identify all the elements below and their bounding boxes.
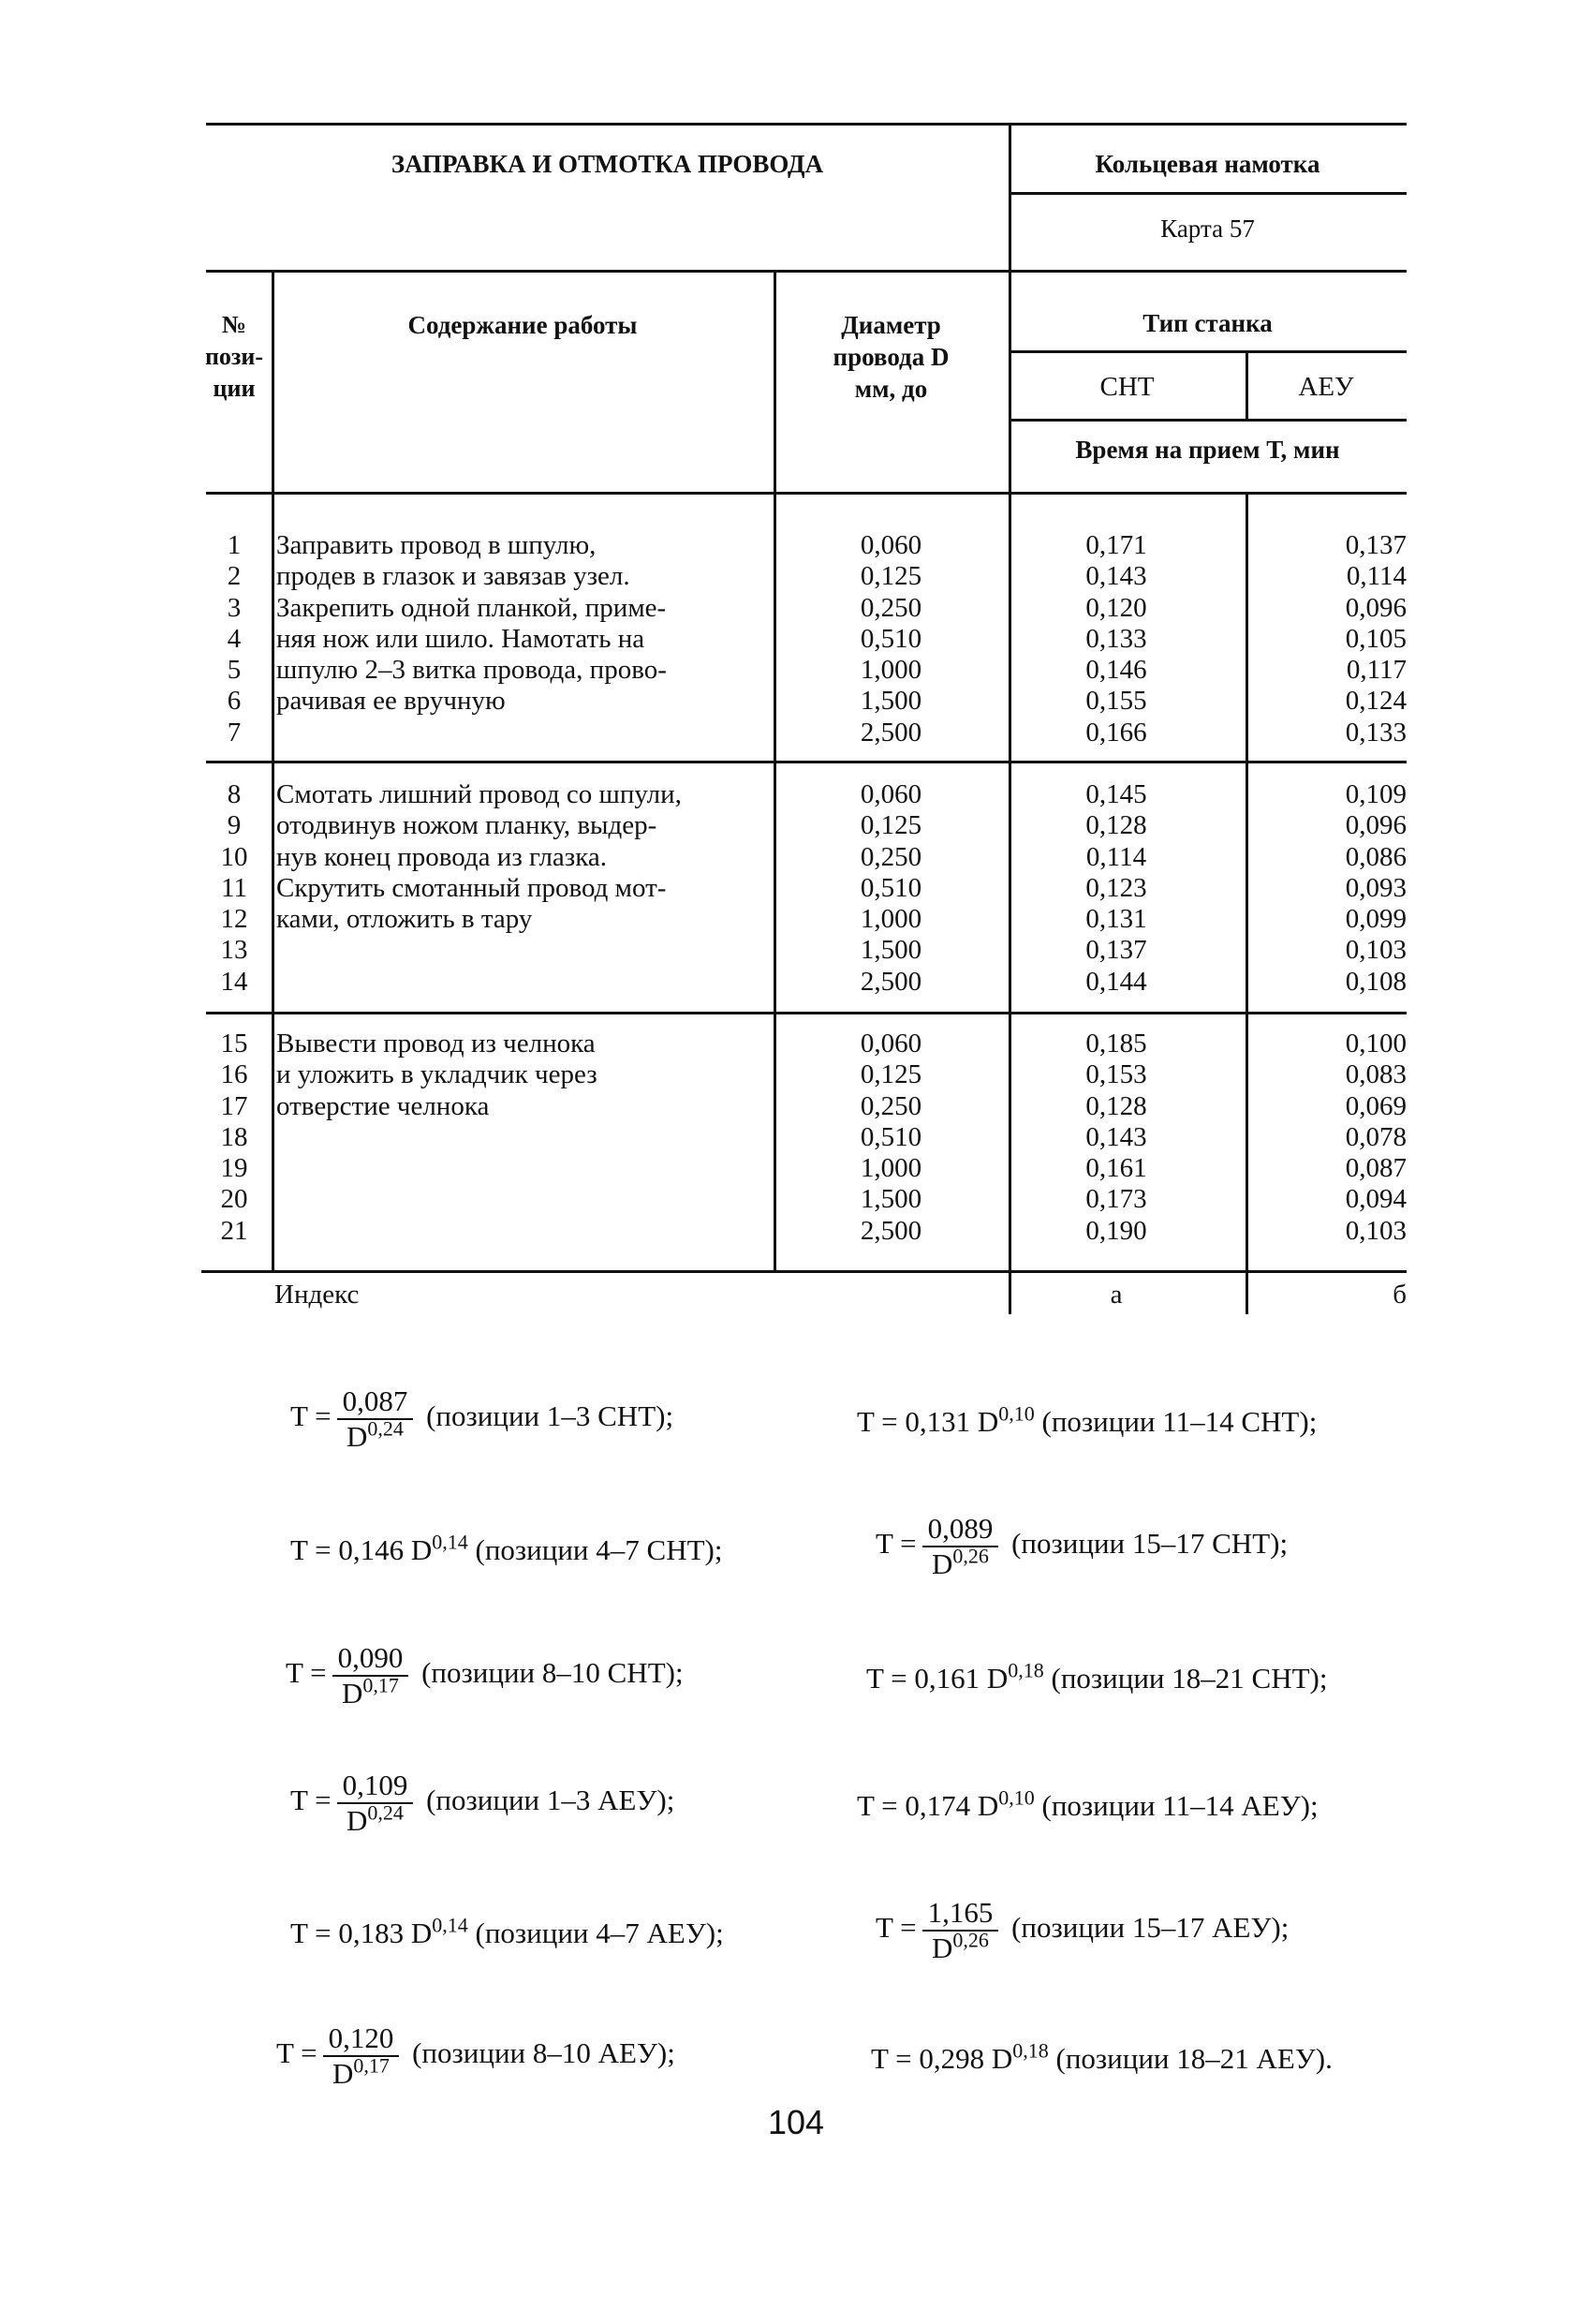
formula-12: T = 0,298 D$^{0,18}$ (позиции 18–21 АЕУ). [871, 2038, 1333, 2075]
group1-snt-times: 0,171 0,143 0,120 0,133 0,146 0,155 0,166 [1085, 530, 1147, 748]
page-title: ЗАПРАВКА И ОТМОТКА ПРОВОДА [391, 150, 824, 178]
formula-2: T = 0,131 D$^{0,10}$ (позиции 11–14 СНТ); [857, 1401, 1318, 1438]
group2-diameters: 0,060 0,125 0,250 0,510 1,000 1,500 2,500 [860, 779, 922, 997]
group3-aeu-times: 0,100 0,083 0,069 0,078 0,087 0,094 0,103 [1345, 1029, 1407, 1246]
formula-7: T = $\frac{0,109}{D^{0,24}}$ (позиции 1–3 АЕУ); [290, 1769, 675, 1837]
col-diameter-header: Диаметр провода D мм, до [833, 311, 950, 403]
formula-9: T = 0,183 D$^{0,14}$ (позиции 4–7 АЕУ); [290, 1913, 724, 1949]
group3-positions: 15 16 17 18 19 20 21 [220, 1029, 248, 1246]
group3-diameters: 0,060 0,125 0,250 0,510 1,000 1,500 2,500 [860, 1029, 922, 1246]
group1-diameters: 0,060 0,125 0,250 0,510 1,000 1,500 2,500 [860, 530, 922, 748]
time-unit-header: Время на прием Т, мин [1075, 436, 1340, 464]
formula-8: T = 0,174 D$^{0,10}$ (позиции 11–14 АЕУ); [857, 1785, 1319, 1822]
machine-aeu-header: АЕУ [1298, 372, 1354, 402]
formula-6: T = 0,161 D$^{0,18}$ (позиции 18–21 СНТ); [866, 1658, 1328, 1695]
machine-type-header: Тип станка [1142, 309, 1273, 337]
card-number: Карта 57 [1160, 215, 1255, 243]
index-label: Индекс [274, 1280, 360, 1310]
formula-3: T = 0,146 D$^{0,14}$ (позиции 4–7 СНТ); [290, 1530, 723, 1566]
group2-positions: 8 9 10 11 12 13 14 [220, 779, 248, 997]
formula-1: T = $\frac{0,087}{D^{0,24}}$ (позиции 1–3 СНТ); [290, 1384, 674, 1453]
group1-aeu-times: 0,137 0,114 0,096 0,105 0,117 0,124 0,133 [1345, 530, 1407, 748]
formula-4: T = $\frac{0,089}{D^{0,26}}$ (позиции 15–17 СНТ); [876, 1512, 1289, 1580]
group1-positions: 1 2 3 4 5 6 7 [227, 530, 242, 748]
index-a: а [1110, 1280, 1123, 1310]
machine-snt-header: СНТ [1099, 372, 1155, 402]
group2-content: Смотать лишний провод со шпули, отодвинув ножом планку, выдер- нув конец провода из глазка. Скрутить смотанный провод мот- ками, отложить в тару [276, 779, 682, 935]
col-position-header: № пози- ции [204, 311, 264, 402]
page-number: 104 [767, 2103, 825, 2141]
group2-snt-times: 0,145 0,128 0,114 0,123 0,131 0,137 0,144 [1085, 779, 1147, 997]
formula-11: T = $\frac{0,120}{D^{0,17}}$ (позиции 8–10 АЕУ); [276, 2021, 675, 2090]
formula-10: T = $\frac{1,165}{D^{0,26}}$ (позиции 15–17 АЕУ); [876, 1896, 1290, 1964]
group1-content: Заправить провод в шпулю, продев в глазок и завязав узел. Закрепить одной планкой, приме- няя нож или шило. Намотать на шпулю 2–3 витка провода, прово- рачивая ее вручную [276, 530, 667, 717]
category-label: Кольцевая намотка [1095, 150, 1320, 178]
group2-aeu-times: 0,109 0,096 0,086 0,093 0,099 0,103 0,108 [1345, 779, 1407, 997]
group3-snt-times: 0,185 0,153 0,128 0,143 0,161 0,173 0,190 [1085, 1029, 1147, 1246]
index-b: б [1393, 1280, 1407, 1310]
col-content-header: Содержание работы [407, 311, 638, 339]
formula-5: T = $\frac{0,090}{D^{0,17}}$ (позиции 8–10 СНТ); [286, 1641, 684, 1710]
group3-content: Вывести провод из челнока и уложить в укладчик через отверстие челнока [276, 1029, 597, 1121]
